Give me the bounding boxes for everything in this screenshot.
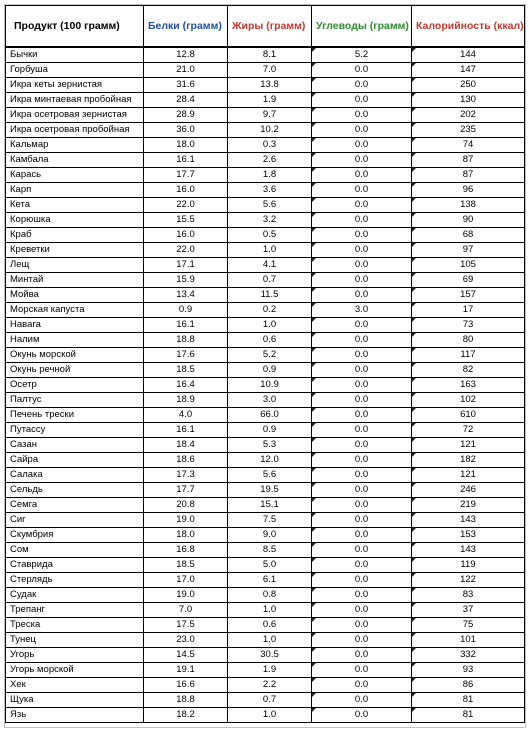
protein-cell[interactable]: 17.5: [144, 618, 228, 633]
carbs-cell[interactable]: 0.0: [312, 588, 412, 603]
fat-cell[interactable]: 7.0: [228, 63, 312, 78]
protein-cell[interactable]: 18.9: [144, 393, 228, 408]
fat-cell[interactable]: 7.5: [228, 513, 312, 528]
carbs-cell[interactable]: 0.0: [312, 138, 412, 153]
product-name-cell[interactable]: Щука: [6, 693, 144, 708]
carbs-cell[interactable]: 5.2: [312, 47, 412, 63]
fat-cell[interactable]: 3.0: [228, 393, 312, 408]
product-name-cell[interactable]: Корюшка: [6, 213, 144, 228]
table-row: [6, 648, 525, 663]
table-row: [6, 243, 525, 258]
table-row: [6, 47, 525, 63]
calories-cell[interactable]: 219: [412, 498, 525, 513]
table-row: [6, 408, 525, 423]
carbs-cell[interactable]: 0.0: [312, 393, 412, 408]
table-row: [6, 258, 525, 273]
calories-cell[interactable]: 332: [412, 648, 525, 663]
table-row: [6, 678, 525, 693]
table-row: [6, 708, 525, 723]
carbs-cell[interactable]: 3.0: [312, 303, 412, 318]
fat-cell[interactable]: 0.9: [228, 423, 312, 438]
calories-cell[interactable]: 246: [412, 483, 525, 498]
carbs-cell[interactable]: 0.0: [312, 183, 412, 198]
calories-cell[interactable]: 68: [412, 228, 525, 243]
fat-cell[interactable]: 5.2: [228, 348, 312, 363]
protein-cell[interactable]: 31.6: [144, 78, 228, 93]
fat-cell[interactable]: 30.5: [228, 648, 312, 663]
calories-cell[interactable]: 72: [412, 423, 525, 438]
protein-cell[interactable]: 16.0: [144, 183, 228, 198]
calories-cell[interactable]: 610: [412, 408, 525, 423]
fat-cell[interactable]: 15.1: [228, 498, 312, 513]
product-name-cell[interactable]: Икра кеты зернистая: [6, 78, 144, 93]
product-name-cell[interactable]: Минтай: [6, 273, 144, 288]
table-row: [6, 693, 525, 708]
protein-cell[interactable]: 15.5: [144, 213, 228, 228]
protein-cell[interactable]: 18.5: [144, 363, 228, 378]
fat-cell[interactable]: 5.6: [228, 198, 312, 213]
nutrition-table: [5, 5, 525, 723]
protein-cell[interactable]: 22.0: [144, 198, 228, 213]
header-fat[interactable]: Жиры (грамм): [228, 6, 312, 48]
calories-cell[interactable]: 163: [412, 378, 525, 393]
carbs-cell[interactable]: 0.0: [312, 483, 412, 498]
product-name-cell[interactable]: Семга: [6, 498, 144, 513]
carbs-cell[interactable]: 0.0: [312, 93, 412, 108]
calories-cell[interactable]: 73: [412, 318, 525, 333]
protein-cell[interactable]: 22.0: [144, 243, 228, 258]
carbs-cell[interactable]: 0.0: [312, 453, 412, 468]
product-name-cell[interactable]: Язь: [6, 708, 144, 723]
protein-cell[interactable]: 28.4: [144, 93, 228, 108]
calories-cell[interactable]: 119: [412, 558, 525, 573]
protein-cell[interactable]: 13.4: [144, 288, 228, 303]
fat-cell[interactable]: 1.0: [228, 603, 312, 618]
carbs-cell[interactable]: 0.0: [312, 603, 412, 618]
table-row: [6, 633, 525, 648]
protein-cell[interactable]: 18.4: [144, 438, 228, 453]
carbs-cell[interactable]: 0.0: [312, 408, 412, 423]
product-name-cell[interactable]: Скумбрия: [6, 528, 144, 543]
table-row: [6, 498, 525, 513]
carbs-cell[interactable]: 0.0: [312, 63, 412, 78]
carbs-cell[interactable]: 0.0: [312, 243, 412, 258]
protein-cell[interactable]: 16.1: [144, 423, 228, 438]
product-name-cell[interactable]: Камбала: [6, 153, 144, 168]
calories-cell[interactable]: 87: [412, 153, 525, 168]
fat-cell[interactable]: 12.0: [228, 453, 312, 468]
fat-cell[interactable]: 0.8: [228, 588, 312, 603]
fat-cell[interactable]: 11.5: [228, 288, 312, 303]
protein-cell[interactable]: 18.6: [144, 453, 228, 468]
protein-cell[interactable]: 17.7: [144, 168, 228, 183]
carbs-cell[interactable]: 0.0: [312, 633, 412, 648]
fat-cell[interactable]: 9.0: [228, 528, 312, 543]
calories-cell[interactable]: 69: [412, 273, 525, 288]
table-row: [6, 663, 525, 678]
table-row: [6, 618, 525, 633]
header-row: [6, 6, 525, 48]
calories-cell[interactable]: 83: [412, 588, 525, 603]
protein-cell[interactable]: 21.0: [144, 63, 228, 78]
product-name-cell[interactable]: Лещ: [6, 258, 144, 273]
product-name-cell[interactable]: Сом: [6, 543, 144, 558]
table-row: [6, 108, 525, 123]
protein-cell[interactable]: 14.5: [144, 648, 228, 663]
fat-cell[interactable]: 1.0: [228, 708, 312, 723]
carbs-cell[interactable]: 0.0: [312, 288, 412, 303]
protein-cell[interactable]: 16.8: [144, 543, 228, 558]
fat-cell[interactable]: 0.5: [228, 228, 312, 243]
fat-cell[interactable]: 5.3: [228, 438, 312, 453]
table-row: [6, 303, 525, 318]
carbs-cell[interactable]: 0.0: [312, 378, 412, 393]
protein-cell[interactable]: 16.1: [144, 318, 228, 333]
table-row: [6, 528, 525, 543]
carbs-cell[interactable]: 0.0: [312, 543, 412, 558]
product-name-cell[interactable]: Судак: [6, 588, 144, 603]
calories-cell[interactable]: 86: [412, 678, 525, 693]
table-row: [6, 573, 525, 588]
table-row: [6, 168, 525, 183]
calories-cell[interactable]: 122: [412, 573, 525, 588]
fat-cell[interactable]: 1.0: [228, 633, 312, 648]
calories-cell[interactable]: 17: [412, 303, 525, 318]
product-name-cell[interactable]: Салака: [6, 468, 144, 483]
calories-cell[interactable]: 105: [412, 258, 525, 273]
calories-cell[interactable]: 138: [412, 198, 525, 213]
protein-cell[interactable]: 17.6: [144, 348, 228, 363]
fat-cell[interactable]: 3.2: [228, 213, 312, 228]
protein-cell[interactable]: 18.0: [144, 138, 228, 153]
carbs-cell[interactable]: 0.0: [312, 498, 412, 513]
table-row: [6, 378, 525, 393]
protein-cell[interactable]: 20.8: [144, 498, 228, 513]
carbs-cell[interactable]: 0.0: [312, 363, 412, 378]
table-row: [6, 603, 525, 618]
carbs-cell[interactable]: 0.0: [312, 198, 412, 213]
calories-cell[interactable]: 82: [412, 363, 525, 378]
table-row: [6, 423, 525, 438]
protein-cell[interactable]: 16.1: [144, 153, 228, 168]
product-name-cell[interactable]: Кета: [6, 198, 144, 213]
product-name-cell[interactable]: Мойва: [6, 288, 144, 303]
table-row: [6, 348, 525, 363]
fat-cell[interactable]: 0.6: [228, 618, 312, 633]
protein-cell[interactable]: 18.2: [144, 708, 228, 723]
calories-cell[interactable]: 153: [412, 528, 525, 543]
calories-cell[interactable]: 74: [412, 138, 525, 153]
calories-cell[interactable]: 87: [412, 168, 525, 183]
product-name-cell[interactable]: Икра минтаевая пробойная: [6, 93, 144, 108]
carbs-cell[interactable]: 0.0: [312, 528, 412, 543]
carbs-cell[interactable]: 0.0: [312, 618, 412, 633]
product-name-cell[interactable]: Окунь речной: [6, 363, 144, 378]
carbs-cell[interactable]: 0.0: [312, 333, 412, 348]
fat-cell[interactable]: 8.5: [228, 543, 312, 558]
table-row: [6, 183, 525, 198]
carbs-cell[interactable]: 0.0: [312, 708, 412, 723]
fat-cell[interactable]: 5.0: [228, 558, 312, 573]
header-calories[interactable]: Калорийность (ккал): [412, 6, 525, 48]
product-name-cell[interactable]: Навага: [6, 318, 144, 333]
carbs-cell[interactable]: 0.0: [312, 123, 412, 138]
product-name-cell[interactable]: Осетр: [6, 378, 144, 393]
calories-cell[interactable]: 121: [412, 438, 525, 453]
product-name-cell[interactable]: Сельдь: [6, 483, 144, 498]
table-row: [6, 123, 525, 138]
protein-cell[interactable]: 0.9: [144, 303, 228, 318]
product-name-cell[interactable]: Карась: [6, 168, 144, 183]
product-name-cell[interactable]: Тунец: [6, 633, 144, 648]
protein-cell[interactable]: 19.0: [144, 513, 228, 528]
carbs-cell[interactable]: 0.0: [312, 108, 412, 123]
product-name-cell[interactable]: Сиг: [6, 513, 144, 528]
table-row: [6, 468, 525, 483]
table-row: [6, 558, 525, 573]
fat-cell[interactable]: 13.8: [228, 78, 312, 93]
table-body: [6, 47, 525, 723]
product-name-cell[interactable]: Хек: [6, 678, 144, 693]
product-name-cell[interactable]: Печень трески: [6, 408, 144, 423]
calories-cell[interactable]: 97: [412, 243, 525, 258]
calories-cell[interactable]: 80: [412, 333, 525, 348]
protein-cell[interactable]: 16.4: [144, 378, 228, 393]
product-name-cell[interactable]: Окунь морской: [6, 348, 144, 363]
protein-cell[interactable]: 18.8: [144, 693, 228, 708]
carbs-cell[interactable]: 0.0: [312, 228, 412, 243]
table-row: [6, 438, 525, 453]
product-name-cell[interactable]: Горбуша: [6, 63, 144, 78]
product-name-cell[interactable]: Треска: [6, 618, 144, 633]
carbs-cell[interactable]: 0.0: [312, 693, 412, 708]
fat-cell[interactable]: 19.5: [228, 483, 312, 498]
table-row: [6, 138, 525, 153]
fat-cell[interactable]: 1.8: [228, 168, 312, 183]
protein-cell[interactable]: 19.0: [144, 588, 228, 603]
table-row: [6, 228, 525, 243]
carbs-cell[interactable]: 0.0: [312, 573, 412, 588]
fat-cell[interactable]: 0.7: [228, 273, 312, 288]
table-row: [6, 78, 525, 93]
protein-cell[interactable]: 36.0: [144, 123, 228, 138]
product-name-cell[interactable]: Налим: [6, 333, 144, 348]
carbs-cell[interactable]: 0.0: [312, 678, 412, 693]
table-row: [6, 333, 525, 348]
carbs-cell[interactable]: 0.0: [312, 438, 412, 453]
calories-cell[interactable]: 182: [412, 453, 525, 468]
header-product[interactable]: Продукт (100 грамм): [6, 6, 144, 48]
protein-cell[interactable]: 18.8: [144, 333, 228, 348]
fat-cell[interactable]: 1.9: [228, 93, 312, 108]
protein-cell[interactable]: 17.1: [144, 258, 228, 273]
carbs-cell[interactable]: 0.0: [312, 273, 412, 288]
calories-cell[interactable]: 37: [412, 603, 525, 618]
carbs-cell[interactable]: 0.0: [312, 648, 412, 663]
table-row: [6, 513, 525, 528]
fat-cell[interactable]: 66.0: [228, 408, 312, 423]
carbs-cell[interactable]: 0.0: [312, 558, 412, 573]
table-row: [6, 483, 525, 498]
carbs-cell[interactable]: 0.0: [312, 78, 412, 93]
calories-cell[interactable]: 130: [412, 93, 525, 108]
product-name-cell[interactable]: Стерлядь: [6, 573, 144, 588]
calories-cell[interactable]: 75: [412, 618, 525, 633]
fat-cell[interactable]: 4.1: [228, 258, 312, 273]
product-name-cell[interactable]: Креветки: [6, 243, 144, 258]
carbs-cell[interactable]: 0.0: [312, 213, 412, 228]
carbs-cell[interactable]: 0.0: [312, 318, 412, 333]
fat-cell[interactable]: 6.1: [228, 573, 312, 588]
carbs-cell[interactable]: 0.0: [312, 423, 412, 438]
table-row: [6, 213, 525, 228]
protein-cell[interactable]: 23.0: [144, 633, 228, 648]
protein-cell[interactable]: 4.0: [144, 408, 228, 423]
calories-cell[interactable]: 101: [412, 633, 525, 648]
table-row: [6, 63, 525, 78]
table-row: [6, 588, 525, 603]
calories-cell[interactable]: 96: [412, 183, 525, 198]
product-name-cell[interactable]: Карп: [6, 183, 144, 198]
protein-cell[interactable]: 18.5: [144, 558, 228, 573]
protein-cell[interactable]: 12.8: [144, 47, 228, 63]
protein-cell[interactable]: 19.1: [144, 663, 228, 678]
product-name-cell[interactable]: Трепанг: [6, 603, 144, 618]
protein-cell[interactable]: 17.7: [144, 483, 228, 498]
table-row: [6, 93, 525, 108]
fat-cell[interactable]: 3.6: [228, 183, 312, 198]
protein-cell[interactable]: 28.9: [144, 108, 228, 123]
carbs-cell[interactable]: 0.0: [312, 153, 412, 168]
table-row: [6, 393, 525, 408]
fat-cell[interactable]: 1.0: [228, 318, 312, 333]
fat-cell[interactable]: 0.6: [228, 333, 312, 348]
fat-cell[interactable]: 0.3: [228, 138, 312, 153]
product-name-cell[interactable]: Бычки: [6, 47, 144, 63]
product-name-cell[interactable]: Сазан: [6, 438, 144, 453]
product-name-cell[interactable]: Икра осетровая пробойная: [6, 123, 144, 138]
fat-cell[interactable]: 5.6: [228, 468, 312, 483]
fat-cell[interactable]: 2.2: [228, 678, 312, 693]
header-carbs[interactable]: Углеводы (грамм): [312, 6, 412, 48]
product-name-cell[interactable]: Сайра: [6, 453, 144, 468]
table-row: [6, 453, 525, 468]
protein-cell[interactable]: 7.0: [144, 603, 228, 618]
fat-cell[interactable]: 8.1: [228, 47, 312, 63]
fat-cell[interactable]: 0.2: [228, 303, 312, 318]
fat-cell[interactable]: 1.0: [228, 243, 312, 258]
fat-cell[interactable]: 1.9: [228, 663, 312, 678]
calories-cell[interactable]: 90: [412, 213, 525, 228]
calories-cell[interactable]: 117: [412, 348, 525, 363]
product-name-cell[interactable]: Икра осетровая зернистая: [6, 108, 144, 123]
calories-cell[interactable]: 144: [412, 47, 525, 63]
calories-cell[interactable]: 147: [412, 63, 525, 78]
protein-cell[interactable]: 17.0: [144, 573, 228, 588]
table-row: [6, 153, 525, 168]
table-row: [6, 543, 525, 558]
calories-cell[interactable]: 202: [412, 108, 525, 123]
calories-cell[interactable]: 143: [412, 543, 525, 558]
product-name-cell[interactable]: Краб: [6, 228, 144, 243]
fat-cell[interactable]: 2.6: [228, 153, 312, 168]
header-protein[interactable]: Белки (грамм): [144, 6, 228, 48]
spreadsheet: [4, 4, 526, 728]
carbs-cell[interactable]: 0.0: [312, 348, 412, 363]
fat-cell[interactable]: 10.9: [228, 378, 312, 393]
product-name-cell[interactable]: Кальмар: [6, 138, 144, 153]
calories-cell[interactable]: 235: [412, 123, 525, 138]
calories-cell[interactable]: 81: [412, 708, 525, 723]
product-name-cell[interactable]: Палтус: [6, 393, 144, 408]
calories-cell[interactable]: 157: [412, 288, 525, 303]
fat-cell[interactable]: 9.7: [228, 108, 312, 123]
table-row: [6, 273, 525, 288]
protein-cell[interactable]: 15.9: [144, 273, 228, 288]
carbs-cell[interactable]: 0.0: [312, 468, 412, 483]
product-name-cell[interactable]: Путассу: [6, 423, 144, 438]
carbs-cell[interactable]: 0.0: [312, 168, 412, 183]
fat-cell[interactable]: 10.2: [228, 123, 312, 138]
table-row: [6, 288, 525, 303]
table-row: [6, 318, 525, 333]
fat-cell[interactable]: 0.9: [228, 363, 312, 378]
carbs-cell[interactable]: 0.0: [312, 513, 412, 528]
calories-cell[interactable]: 143: [412, 513, 525, 528]
product-name-cell[interactable]: Угорь морской: [6, 663, 144, 678]
calories-cell[interactable]: 93: [412, 663, 525, 678]
fat-cell[interactable]: 0.7: [228, 693, 312, 708]
calories-cell[interactable]: 121: [412, 468, 525, 483]
product-name-cell[interactable]: Ставрида: [6, 558, 144, 573]
protein-cell[interactable]: 16.6: [144, 678, 228, 693]
protein-cell[interactable]: 17.3: [144, 468, 228, 483]
table-row: [6, 363, 525, 378]
calories-cell[interactable]: 81: [412, 693, 525, 708]
product-name-cell[interactable]: Морская капуста: [6, 303, 144, 318]
protein-cell[interactable]: 18.0: [144, 528, 228, 543]
carbs-cell[interactable]: 0.0: [312, 663, 412, 678]
calories-cell[interactable]: 102: [412, 393, 525, 408]
product-name-cell[interactable]: Угорь: [6, 648, 144, 663]
protein-cell[interactable]: 16.0: [144, 228, 228, 243]
carbs-cell[interactable]: 0.0: [312, 258, 412, 273]
table-row: [6, 198, 525, 213]
calories-cell[interactable]: 250: [412, 78, 525, 93]
